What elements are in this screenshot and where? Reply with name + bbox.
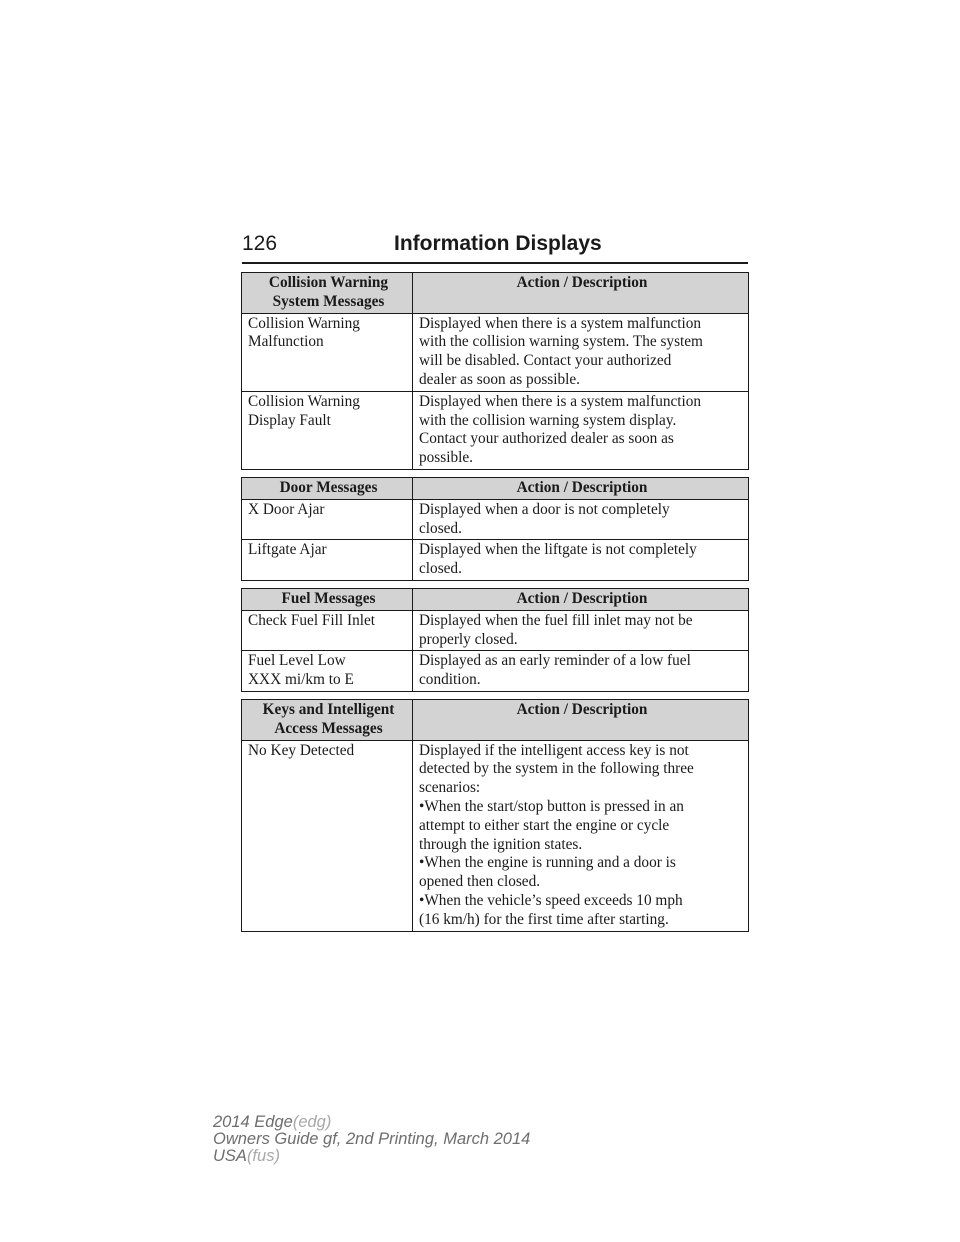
table-row [242, 740, 749, 931]
description-cell [413, 740, 749, 931]
column-header-messages [242, 699, 413, 740]
header-line: Access Messages [274, 719, 383, 737]
cell-line: with the collision warning system. The system [419, 333, 703, 351]
cell-line: •When the vehicle’s speed exceeds 10 mph [419, 891, 683, 909]
description-cell [413, 499, 749, 540]
message-cell [242, 391, 413, 469]
cell-line: properly closed. [419, 630, 518, 648]
table-header-row [242, 588, 749, 610]
cell-line: Displayed when the liftgate is not completely [419, 541, 697, 559]
table-row [242, 313, 749, 391]
column-header-messages [242, 273, 413, 314]
footer-model-name: 2014 Edge [213, 1113, 293, 1131]
message-cell [242, 499, 413, 540]
description-cell [413, 313, 749, 391]
message-cell [242, 651, 413, 692]
footer-market-code: (fus) [246, 1147, 280, 1165]
cell-line: •When the start/stop button is pressed in an [419, 797, 684, 815]
door-messages-table [241, 477, 749, 581]
cell-line: will be disabled. Contact your authorized [419, 352, 672, 370]
cell-line: Displayed when the fuel fill inlet may not be [419, 611, 693, 629]
footer-line-printing: Owners Guide gf, 2nd Printing, March 2014 [213, 1130, 531, 1148]
cell-line: condition. [419, 671, 481, 689]
header-line: Fuel Messages [281, 589, 376, 607]
column-header-action [413, 699, 749, 740]
message-cell [242, 740, 413, 931]
header-line: Action / Description [516, 478, 648, 496]
cell-line: Contact your authorized dealer as soon as [419, 430, 674, 448]
table-header-row [242, 477, 749, 499]
header-line: Action / Description [516, 589, 648, 607]
cell-line: with the collision warning system display. [419, 411, 677, 429]
cell-line: Displayed when a door is not completely [419, 500, 670, 518]
footer-line-market [213, 1148, 530, 1165]
message-cell [242, 540, 413, 581]
cell-line: opened then closed. [419, 873, 541, 891]
header-line: System Messages [272, 292, 385, 310]
cell-line: No Key Detected [248, 741, 355, 759]
cell-line: Check Fuel Fill Inlet [248, 611, 376, 629]
message-cell [242, 313, 413, 391]
cell-line: XXX mi/km to E [248, 671, 354, 689]
cell-line: Malfunction [248, 333, 324, 351]
keys-intelligent-access-table [241, 699, 749, 932]
column-header-action [413, 588, 749, 610]
header-line: Action / Description [516, 274, 648, 291]
cell-line: Display Fault [248, 411, 331, 429]
column-header-messages [242, 477, 413, 499]
cell-line: dealer as soon as possible. [419, 370, 581, 388]
cell-line: attempt to either start the engine or cycle [419, 816, 670, 834]
cell-line: closed. [419, 519, 462, 537]
fuel-messages-table [241, 588, 749, 692]
cell-line: Displayed as an early reminder of a low fuel [419, 652, 691, 670]
description-cell [413, 391, 749, 469]
cell-line: closed. [419, 560, 462, 578]
cell-line: X Door Ajar [248, 500, 325, 518]
cell-line: detected by the system in the following three [419, 760, 694, 778]
table-row [242, 499, 749, 540]
cell-line: through the ignition states. [419, 835, 583, 853]
footer-model-code: (edg) [292, 1113, 332, 1131]
footer-market-name: USA [213, 1147, 247, 1165]
cell-line: Displayed when there is a system malfunction [419, 392, 702, 410]
table-row [242, 651, 749, 692]
description-cell [413, 540, 749, 581]
table-row [242, 540, 749, 581]
cell-line: Collision Warning [248, 314, 360, 332]
cell-line: (16 km/h) for the first time after starting. [419, 910, 669, 928]
cell-line: Displayed if the intelligent access key is not [419, 741, 689, 759]
description-cell [413, 651, 749, 692]
header-line: Collision Warning [268, 274, 389, 291]
header-line: Keys and Intelligent [262, 700, 395, 718]
cell-line: scenarios: [419, 779, 481, 797]
cell-line: Fuel Level Low [248, 652, 346, 670]
section-title: Information Displays [394, 232, 602, 255]
cell-line: Displayed when there is a system malfunction [419, 314, 702, 332]
page-number: 126 [242, 232, 278, 255]
message-cell [242, 610, 413, 651]
footer-line-model [213, 1114, 530, 1131]
header-line: Door Messages [279, 478, 378, 496]
table-row [242, 391, 749, 469]
cell-line: Collision Warning [248, 392, 360, 410]
table-row [242, 610, 749, 651]
cell-line: possible. [419, 449, 473, 467]
table-header-row [242, 699, 749, 740]
column-header-action [413, 273, 749, 314]
cell-line: •When the engine is running and a door is [419, 854, 676, 872]
header-line: Action / Description [516, 700, 648, 718]
page-header [242, 230, 748, 258]
column-header-action [413, 477, 749, 499]
table-header-row [242, 273, 749, 314]
document-footer [213, 1114, 530, 1165]
header-rule [242, 262, 748, 264]
description-cell [413, 610, 749, 651]
collision-warning-table [241, 272, 749, 470]
cell-line: Liftgate Ajar [248, 541, 327, 559]
column-header-messages [242, 588, 413, 610]
message-tables [241, 272, 749, 939]
